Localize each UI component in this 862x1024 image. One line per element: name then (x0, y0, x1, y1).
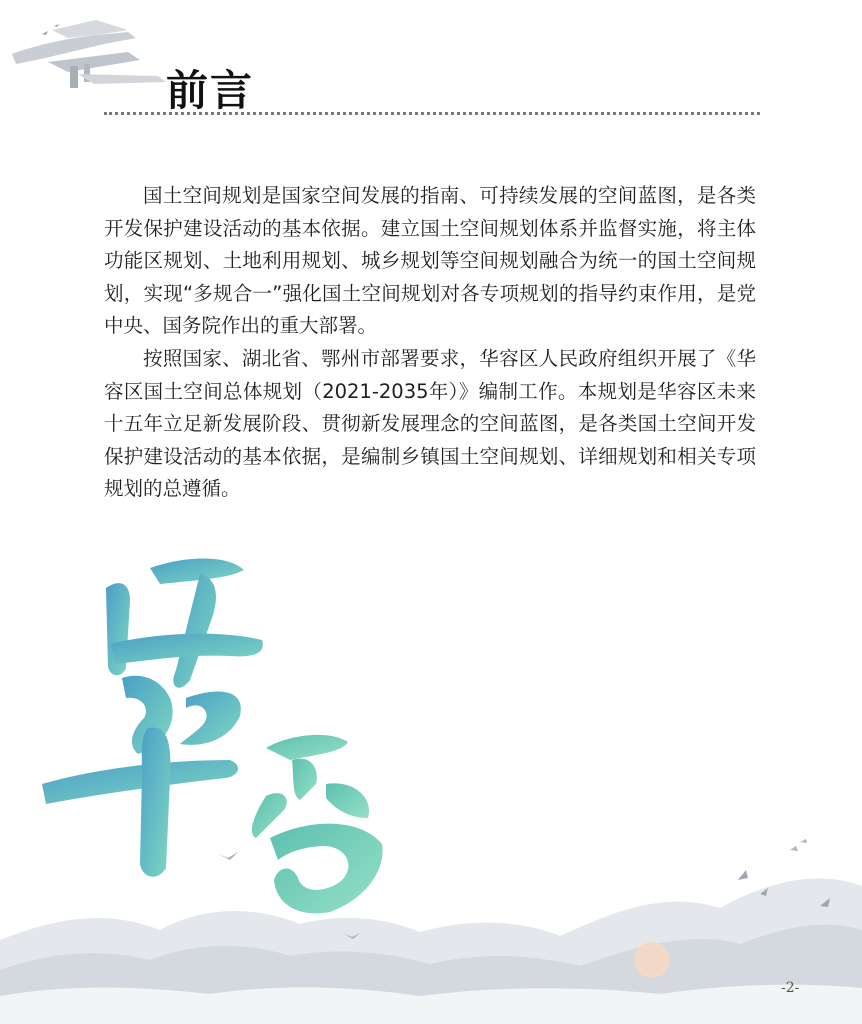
paragraph-1: 国土空间规划是国家空间发展的指南、可持续发展的空间蓝图，是各类开发保护建设活动的基本依据。建立国土空间规划体系并监督实施，将主体功能区规划、土地利用规划、城乡规划等空间规划融合为统一的国土空间规划，实现“多规合一”强化国土空间规划对各专项规划的指导约束作用，是党中央、国务院作出的重大部署。 (104, 184, 756, 338)
heading-divider (104, 112, 760, 115)
paragraph-2: 按照国家、湖北省、鄂州市部署要求，华容区人民政府组织开展了《华容区国土空间总体规划（2021-2035年）》编制工作。本规划是华容区未来十五年立足新发展阶段、贯彻新发展理念的空间蓝图，是各类国土空间开发保护建设活动的基本依据，是编制乡镇国土空间规划、详细规划和相关专项规划的总遵循。 (104, 346, 756, 501)
body-text (104, 180, 756, 506)
sun-icon (634, 942, 670, 978)
bird-icon (218, 852, 238, 860)
page-number: -2- (781, 980, 800, 996)
landscape-illustration-icon (0, 820, 862, 1024)
page-heading: 前言 (166, 66, 255, 115)
roof-illustration-icon (8, 14, 178, 104)
